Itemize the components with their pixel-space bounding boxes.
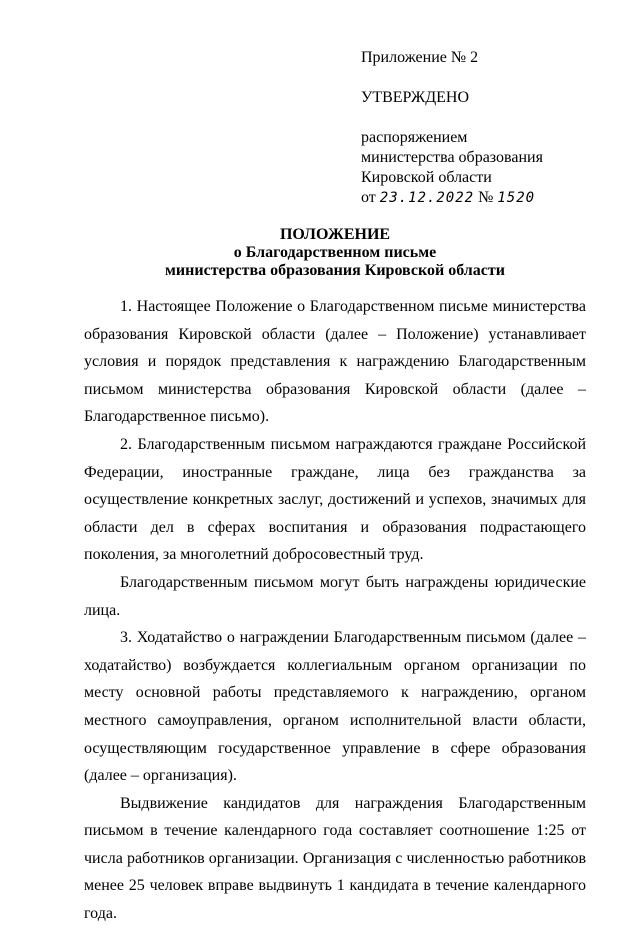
- approval-header: [361, 48, 601, 208]
- approval-date-line: [361, 188, 601, 208]
- handwritten-date: 23.12.2022: [379, 190, 475, 206]
- approval-line-1: распоряжением: [361, 129, 468, 146]
- handwritten-number: 1520: [497, 190, 536, 206]
- paragraph-4: 3. Ходатайство о награждении Благодарственным письмом (далее – ходатайство) возбуждается коллегиальным органом организации по месту основной работы представляемого к награждению, органом местного самоуправления, органом исполнительной власти области, осуществляющим государственное управление в сфере образования (далее – организация).: [84, 629, 586, 785]
- approval-line-2: министерства образования: [361, 149, 543, 166]
- approved-label: УТВЕРЖДЕНО: [361, 89, 470, 106]
- document-body: [84, 293, 586, 928]
- paragraph-3: Благодарственным письмом могут быть награждены юридические лица.: [84, 573, 586, 619]
- paragraph-2: 2. Благодарственным письмом награждаются граждане Российской Федерации, иностранные граждане, лица без гражданства за осуществление конкретных заслуг, достижений и успехов, значимых для области дел в сферах воспитания и образования подрастающего поколения, за многолетний добросовестный труд.: [84, 435, 586, 564]
- appendix-label: Приложение № 2: [361, 49, 479, 66]
- title-line-2: о Благодарственном письме: [233, 244, 437, 261]
- number-sign: №: [478, 189, 494, 206]
- title-line-1: ПОЛОЖЕНИЕ: [279, 226, 391, 243]
- date-prefix: от: [361, 189, 376, 206]
- paragraph-5: Выдвижение кандидатов для награждения Благодарственным письмом в течение календарного года составляет соотношение 1:25 от числа работников организации. Организация с численностью работников менее 25 человек вправе выдвинуть 1 кандидата в течение календарного года.: [84, 794, 586, 923]
- approval-line-3: Кировской области: [361, 169, 492, 186]
- title-line-3: министерства образования Кировской области: [165, 262, 505, 279]
- document-title: [90, 226, 580, 280]
- paragraph-1: 1. Настоящее Положение о Благодарственном письме министерства образования Кировской области (далее – Положение) устанавливает условия и порядок представления к награждению Благодарственным письмом министерства образования Кировской области (далее – Благодарственное письмо).: [84, 298, 586, 426]
